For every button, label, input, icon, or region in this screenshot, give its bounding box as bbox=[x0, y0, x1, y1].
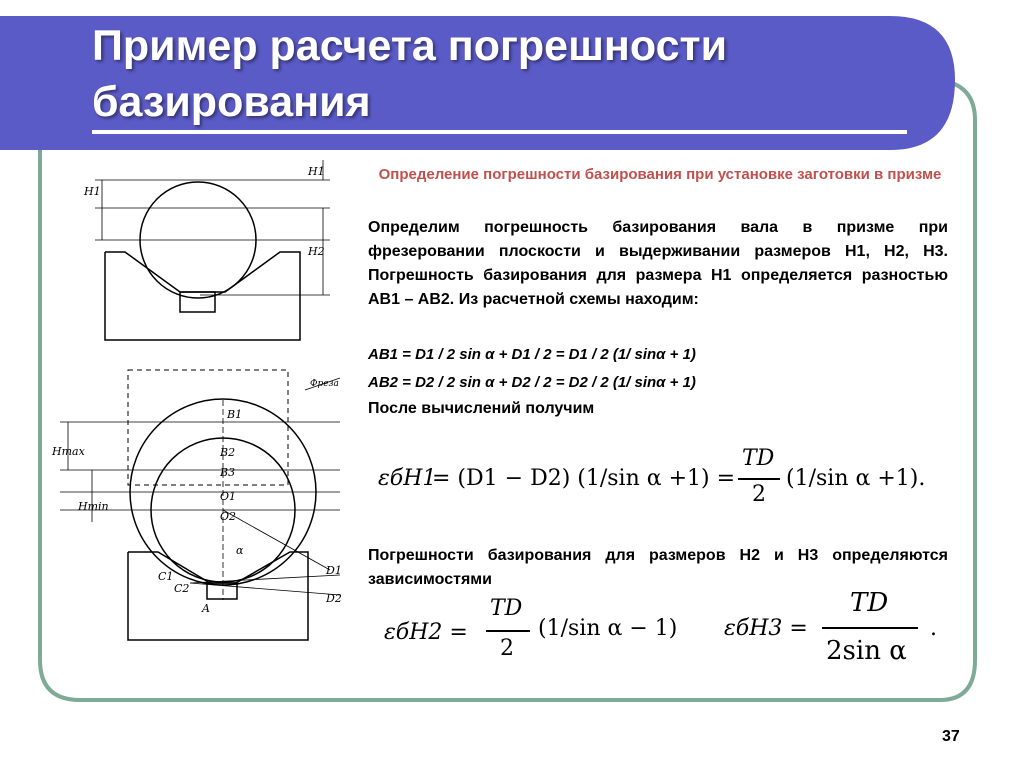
label-c2: C2 bbox=[174, 582, 190, 595]
formula1-numerator: TD bbox=[742, 446, 775, 471]
formula3-denominator: 2sin α bbox=[826, 636, 907, 666]
formula3-numerator: TD bbox=[850, 588, 889, 618]
cutter-outline bbox=[128, 370, 288, 485]
equation-ab1: АВ1 = D1 / 2 sin α + D1 / 2 = D1 / 2 (1/ sinα + 1) bbox=[368, 346, 696, 363]
label-fraza: Фреза bbox=[310, 379, 339, 389]
label-o2: O2 bbox=[220, 510, 237, 523]
formula1-denominator: 2 bbox=[752, 482, 766, 507]
label-b1: B1 bbox=[227, 408, 243, 421]
formula1-fraction-bar bbox=[738, 478, 780, 480]
label-h-top: H1 bbox=[308, 165, 325, 178]
label-hmax: Hmax bbox=[52, 445, 85, 458]
prism-drawing bbox=[40, 150, 360, 650]
label-b3: B3 bbox=[220, 466, 236, 479]
formula2-denominator: 2 bbox=[500, 636, 514, 661]
prism-top bbox=[105, 252, 300, 340]
formula1-lhs: εбН1 bbox=[378, 466, 437, 491]
formula3-lhs: εбН3 = bbox=[724, 616, 808, 641]
formula2-fraction-bar bbox=[486, 630, 530, 632]
formula3-fraction-bar bbox=[822, 627, 918, 629]
label-d2: D2 bbox=[326, 592, 342, 605]
formula2-rhs: (1/sin α − 1) bbox=[538, 616, 678, 641]
paragraph-h2-h3: Погрешности базирования для размеров Н2 и Н3 определяются зависимостями bbox=[368, 547, 948, 588]
equation-ab2: АВ2 = D2 / 2 sin α + D2 / 2 = D2 / 2 (1/ sinα + 1) bbox=[368, 374, 696, 391]
formula2-numerator: TD bbox=[490, 596, 523, 621]
formula3-end: . bbox=[930, 616, 937, 641]
formula1-mid: = (D1 − D2) (1/sin α +1) = bbox=[432, 466, 736, 491]
page-title: Пример расчета погрешности базирования bbox=[92, 22, 728, 126]
label-h1: H1 bbox=[84, 185, 101, 198]
label-b2: B2 bbox=[220, 446, 236, 459]
label-d1: D1 bbox=[326, 564, 342, 577]
subtitle: Определение погрешности базирования при установке заготовки в призме bbox=[378, 166, 942, 183]
label-h2: H2 bbox=[308, 245, 325, 258]
label-a: A bbox=[202, 602, 210, 615]
label-c1: C1 bbox=[158, 570, 174, 583]
label-o1: O1 bbox=[220, 490, 237, 503]
after-calc-text: После вычислений получим bbox=[368, 400, 595, 417]
formula2-lhs: εбН2 = bbox=[384, 620, 468, 645]
paragraph-intro: Определим погрешность базирования вала в призме при фрезеровании плоскости и выдерживании размеров Н1, Н2, Н3. Погрешность базирования для размера Н1 определяется разностью АВ1 – АВ2. Из расчетной схемы находим: bbox=[368, 219, 948, 308]
label-alpha: α bbox=[236, 544, 244, 557]
formula1-rhs: (1/sin α +1). bbox=[786, 466, 926, 491]
page-number: 37 bbox=[942, 728, 960, 745]
title-underline bbox=[92, 130, 907, 134]
label-hmin: Hmin bbox=[78, 500, 109, 513]
